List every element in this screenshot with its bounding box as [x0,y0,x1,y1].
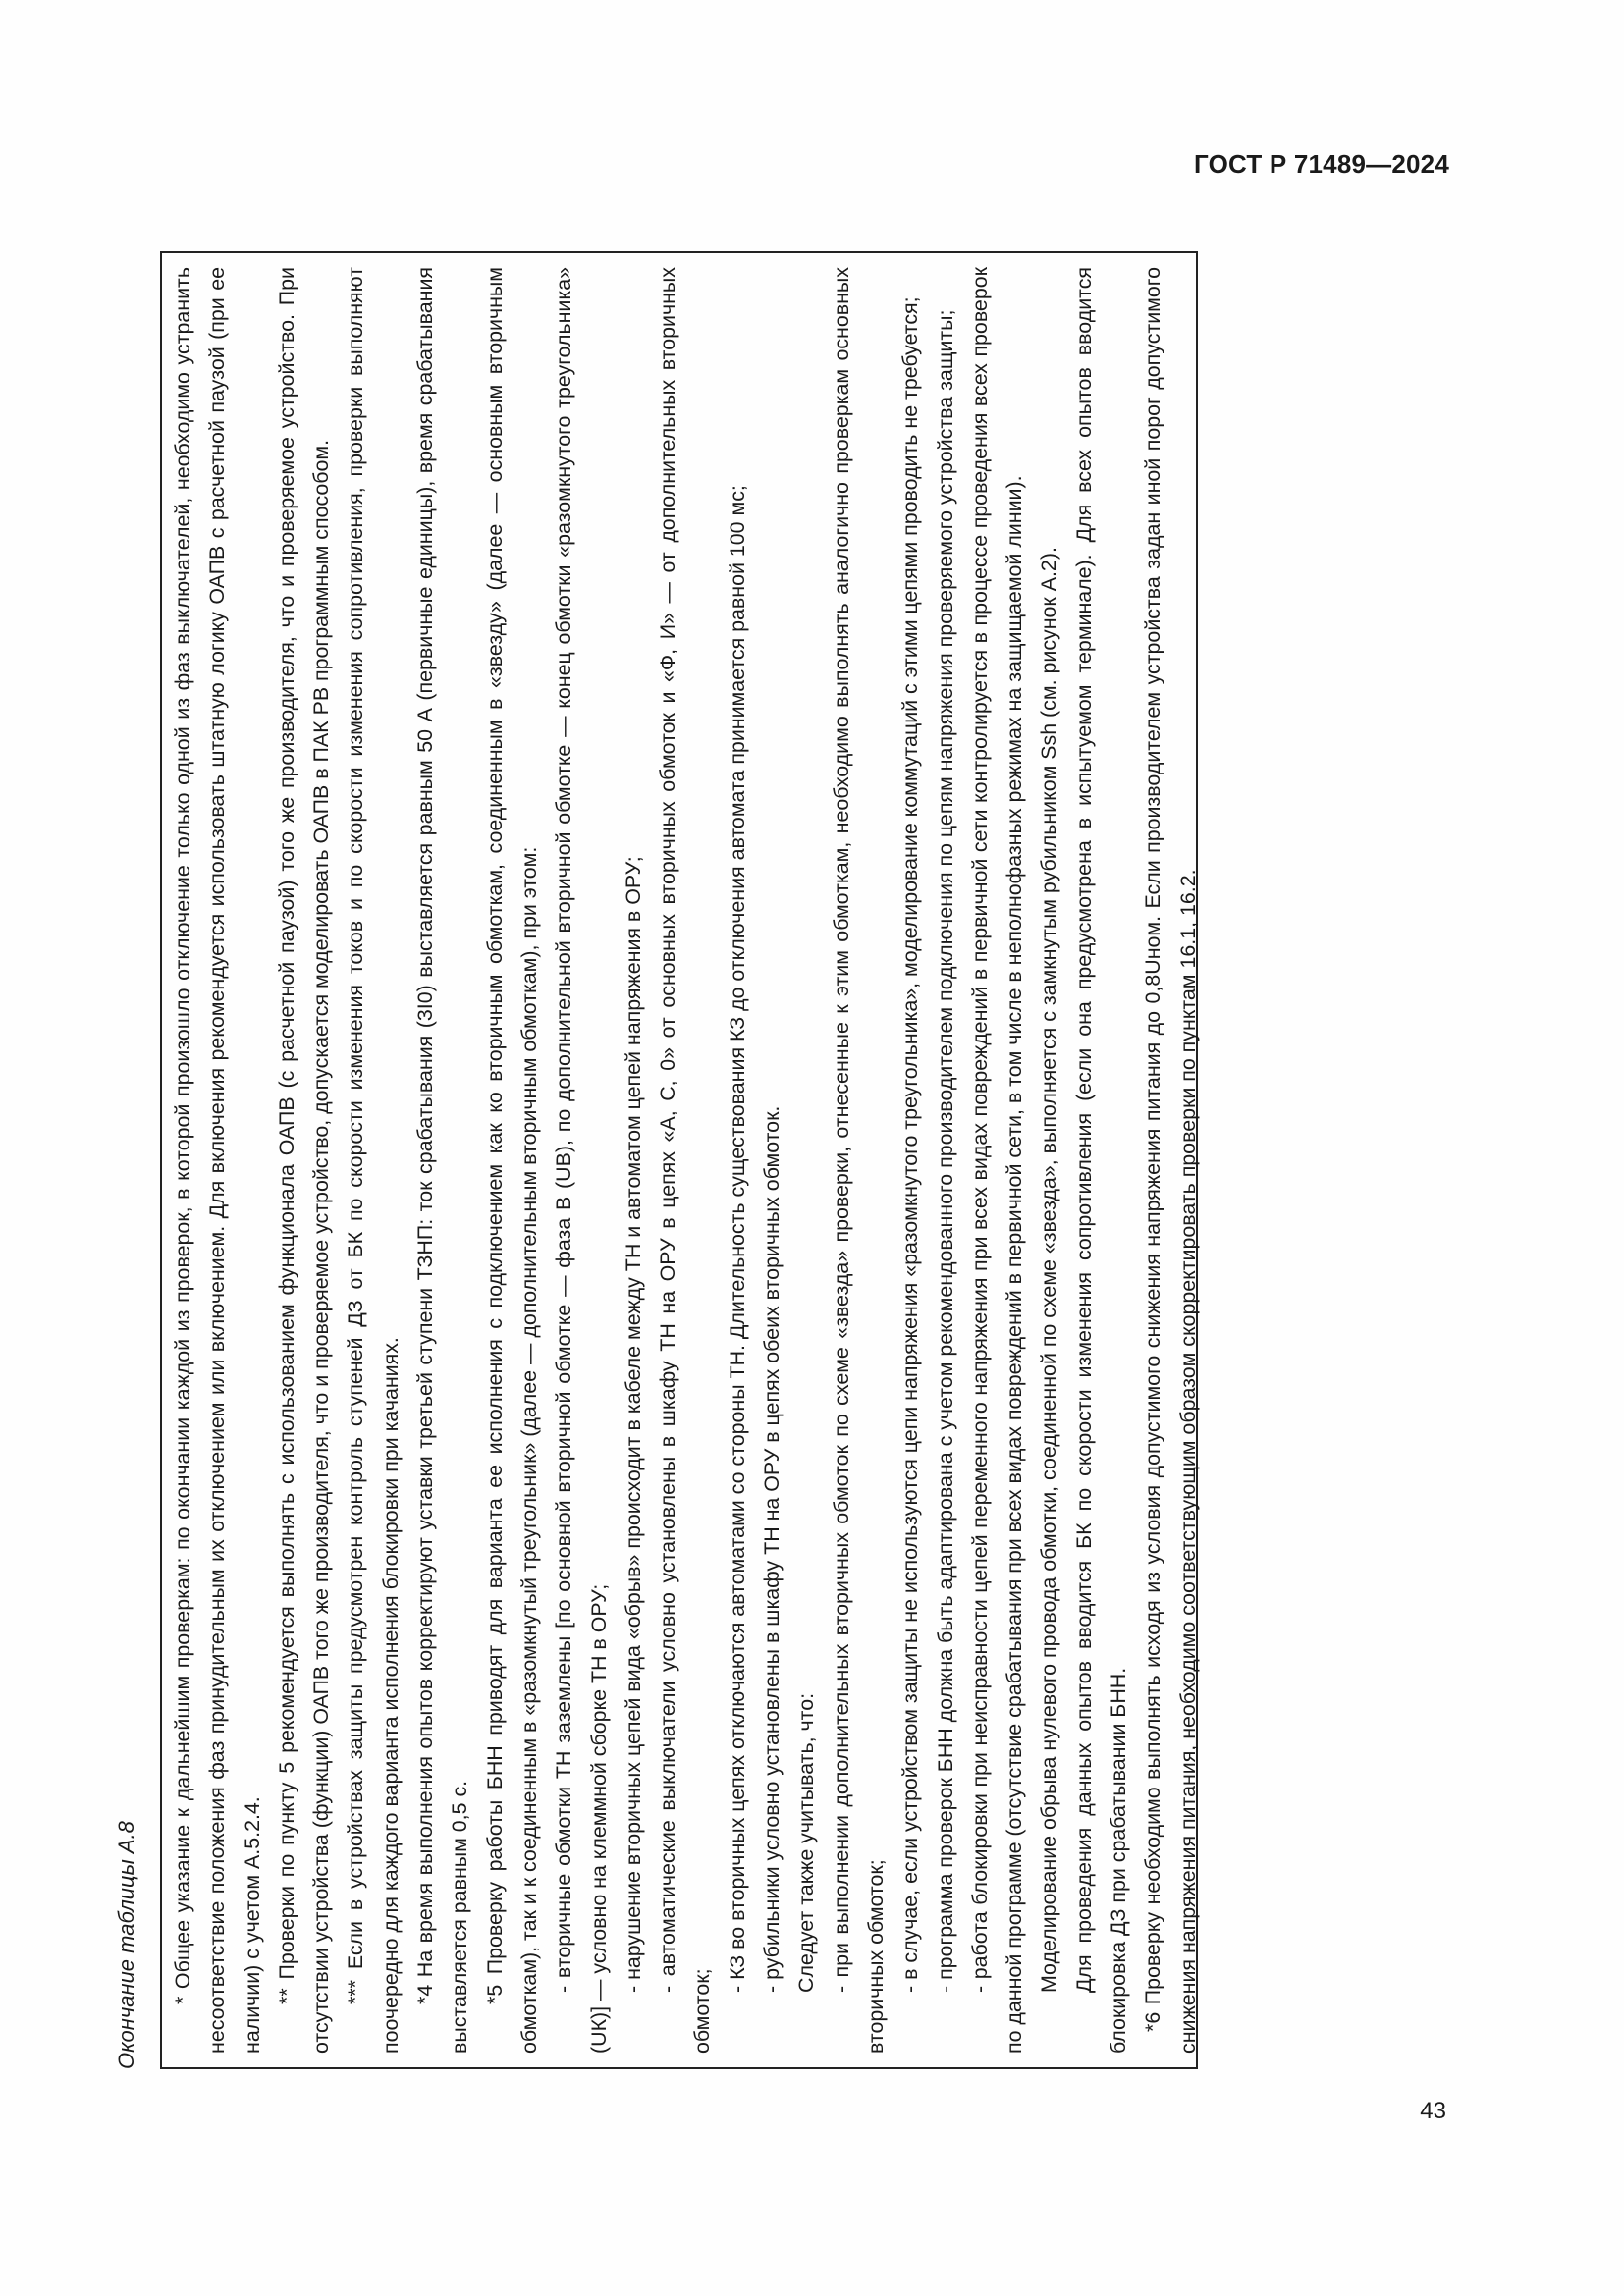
footnote-2star: ** Проверки по пункту 5 рекомендуется выполнять с использованием функционала ОАПВ (с расчетной паузой) того же производителя, что и проверяемое устройство. При отсутствии устройства (функции) ОАПВ того же производителя, что и проверяемое устройство, допускается моделировать ОАПВ в ПАК РВ программным способом. [274,267,334,2054]
footnote-5-note: Моделирование обрыва нулевого провода обмотки, соединенной по схеме «звезда», выполняется с замкнутым рубильником Ssh (см. рисунок А.2). [1037,547,1061,1993]
footnote-5-note: Следует также учитывать, что: [794,1692,819,1993]
footnote-4: *4 На время выполнения опытов корректируют уставки третьей ступени ТЗНП: ток срабатывания (3I0) выставляется равным 50 А (первичные единицы), время срабатывания выставляется равным 0,5 с. [413,267,472,2054]
page-number: 43 [1420,2098,1446,2124]
rotated-page-body [114,239,1199,2069]
footnote-5-item: - КЗ во вторичных цепях отключаются автоматами со стороны ТН. Длительность существования КЗ до отключения автомата принимается равной 100 мс; [725,485,749,1993]
footnotes-frame [160,251,1198,2069]
footnote-5: *5 Проверку работы БНН приводят для варианта ее исполнения с подключением как ко вторичным обмоткам, соединенным в «звезду» (далее — основным вторичным обмоткам), так и к соединенным в «разомкнутый треугольник» (далее — дополнительным вторичным обмоткам), при этом: [482,267,541,2054]
footnote-5-note: Для проведения данных опытов вводится БК по скорости изменения сопротивления (если она предусмотрена в испытуемом терминале). Для всех опытов вводится блокировка ДЗ при срабатывании БНН. [1071,267,1131,2054]
footnote-5-item: - рубильники условно установлены в шкафу ТН на ОРУ в цепях обеих вторичных обмоток. [760,1105,785,1993]
document-code: ГОСТ Р 71489—2024 [1194,149,1449,179]
footnote-general: * Общее указание к дальнейшим проверкам: по окончании каждой из проверок, в которой произошло отключение только одной из фаз выключателей, необходимо устранить несоответствие положения фаз принудительным их отключением или включением. Для включения рекомендуется использовать штатную логику ОАПВ с расчетной паузой (при ее наличии) с учетом А.5.2.4. [171,267,264,2054]
footnote-5-item: - нарушение вторичных цепей вида «обрыв» происходит в кабеле между ТН и автоматом цепей напряжения в ОРУ; [621,856,645,1993]
footnote-5-item: - программа проверок БНН должна быть адаптирована с учетом рекомендованного производителем подключения по цепям напряжения проверяемого устройства защиты; [933,309,957,1993]
footnote-5-item: - в случае, если устройством защиты не используются цепи напряжения «разомкнутого треугольника», моделирование коммутаций с этими цепями проводить не требуется; [898,296,923,1993]
footnote-3star: *** Если в устройствах защиты предусмотрен контроль ступеней ДЗ от БК по скорости изменения токов и по скорости изменения сопротивления, проверки выполняют поочередно для каждого варианта исполнения блокировки при качаниях. [344,267,403,2054]
footnote-5-item: - вторичные обмотки ТН заземлены [по основной вторичной обмотке — фаза В (UВ), по дополнительной вторичной обмотке — конец обмотки «разомкнутого треугольника» (UК)] — условно на клеммной сборке ТН в ОРУ; [552,267,611,2054]
footnote-6: *6 Проверку необходимо выполнять исходя из условия допустимого снижения напряжения питания до 0,8Uном. Если производителем устройства задан иной порог допустимого снижения напряжения питания, необходимо соответствующим образом скорректировать проверки по пунктам 16.1, 16.2. [1141,267,1200,2054]
footnote-5-item: - работа блокировки при неисправности цепей переменного напряжения при всех видах повреждений в первичной сети контролируется в процессе проведения всех проверок по данной программе (отсутствие срабатывания при всех видах повреждений в первичной сети, в том числе в неполнофазных режимах на защищаемой линии). [967,267,1027,2054]
table-caption: Окончание таблицы А.8 [114,1821,138,2069]
footnote-5-item: - при выполнении дополнительных вторичных обмоток по схеме «звезда» проверки, отнесенные к этим обмоткам, необходимо выполнять аналогично проверкам основных вторичных обмоток; [829,267,888,2054]
footnote-5-item: - автоматические выключатели условно установлены в шкафу ТН на ОРУ в цепях «А, С, 0» от основных вторичных обмоток и «Ф, И» — от дополнительных вторичных обмоток; [656,267,715,2054]
